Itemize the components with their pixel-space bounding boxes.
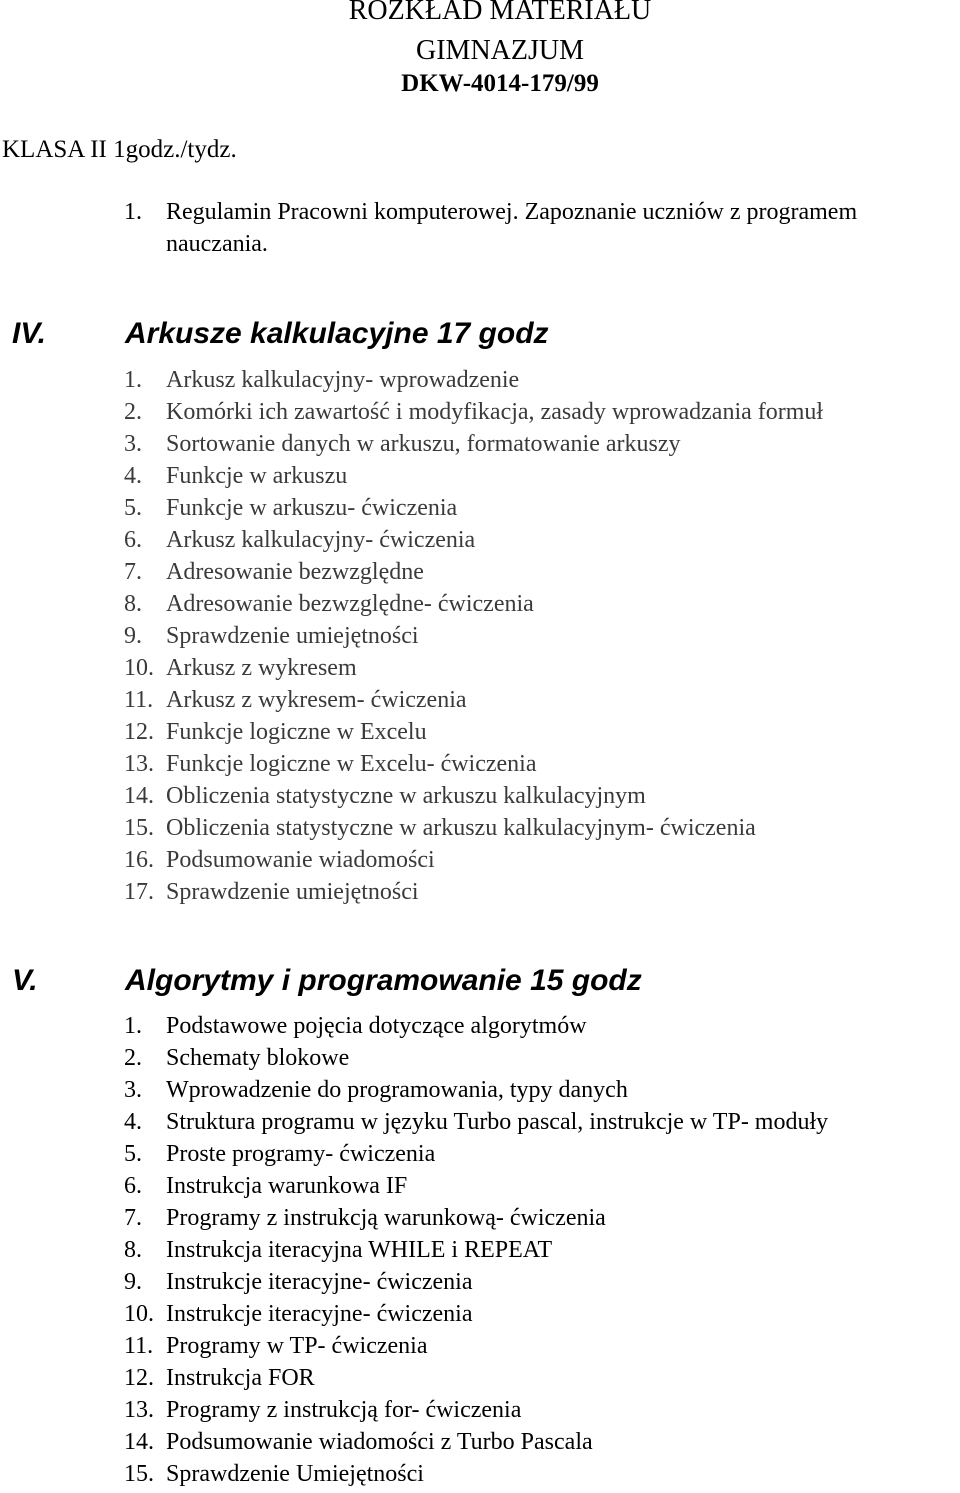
list-item-number: 10. <box>124 1301 154 1327</box>
list-item-number: 5. <box>124 1141 142 1167</box>
list-item <box>124 1074 828 1106</box>
list-item-text: Obliczenia statystyczne w arkuszu kalkulacyjnym- ćwiczenia <box>166 815 756 841</box>
list-item <box>124 684 823 716</box>
list-item-text: Arkusz z wykresem- ćwiczenia <box>166 687 467 713</box>
list-item-number: 12. <box>124 719 154 745</box>
list-item-text: Schematy blokowe <box>166 1045 350 1071</box>
list-item <box>124 1458 828 1490</box>
list-item <box>124 396 823 428</box>
list-item-text: Struktura programu w języku Turbo pascal, instrukcje w TP- moduły <box>166 1109 829 1135</box>
list-item <box>124 492 823 524</box>
list-item-number: 13. <box>124 1397 154 1423</box>
list-item <box>124 1202 828 1234</box>
list-item-number: 4. <box>124 1109 142 1135</box>
list-item-number: 4. <box>124 463 142 489</box>
list-item <box>124 460 823 492</box>
program-code: DKW-4014-179/99 <box>401 70 599 97</box>
list-item-text: Podsumowanie wiadomości z Turbo Pascala <box>166 1429 593 1455</box>
list-item-number: 2. <box>124 1045 142 1071</box>
list-item-number: 17. <box>124 879 154 905</box>
list-item-number: 8. <box>124 1237 142 1263</box>
list-item-number: 7. <box>124 559 142 585</box>
list-item-text: Arkusz z wykresem <box>166 655 357 681</box>
list-item <box>124 716 823 748</box>
list-item <box>124 1426 828 1458</box>
list-item <box>124 1298 828 1330</box>
list-item-text: Funkcje logiczne w Excelu- ćwiczenia <box>166 751 537 777</box>
list-item-number: 15. <box>124 1461 154 1487</box>
school-type: GIMNAZJUM <box>416 35 584 66</box>
section-iv-number: IV. <box>12 317 46 350</box>
list-item-number: 15. <box>124 815 154 841</box>
list-item-number: 6. <box>124 527 142 553</box>
list-item-number: 10. <box>124 655 154 681</box>
list-item <box>124 524 823 556</box>
list-item-text: Instrukcja FOR <box>166 1365 315 1391</box>
section-v-title: Algorytmy i programowanie 15 godz <box>125 964 642 997</box>
list-item-text: Sortowanie danych w arkuszu, formatowanie arkuszy <box>166 431 681 457</box>
list-item-number: 7. <box>124 1205 142 1231</box>
list-item-number: 11. <box>124 1333 154 1359</box>
list-item-number: 5. <box>124 495 142 521</box>
section-v-number: V. <box>12 964 38 997</box>
intro-item <box>124 196 857 260</box>
list-item-text: Funkcje w arkuszu- ćwiczenia <box>166 495 458 521</box>
list-item <box>124 876 823 908</box>
list-item <box>124 1010 828 1042</box>
list-item-text: Podstawowe pojęcia dotyczące algorytmów <box>166 1013 587 1039</box>
list-item-text: Instrukcje iteracyjne- ćwiczenia <box>166 1301 473 1327</box>
list-item <box>124 556 823 588</box>
list-item-number: 14. <box>124 1429 154 1455</box>
list-item <box>124 1106 828 1138</box>
list-item-text: Adresowanie bezwzględne- ćwiczenia <box>166 591 534 617</box>
list-item-number: 1. <box>124 367 142 393</box>
list-item <box>124 1042 828 1074</box>
list-item <box>124 1266 828 1298</box>
list-item-text: Arkusz kalkulacyjny- wprowadzenie <box>166 367 520 393</box>
list-item-text: Programy z instrukcją warunkową- ćwiczenia <box>166 1205 606 1231</box>
list-item-text: Obliczenia statystyczne w arkuszu kalkulacyjnym <box>166 783 646 809</box>
section-iv-title: Arkusze kalkulacyjne 17 godz <box>125 317 549 350</box>
document-title: ROZKŁAD MATERIAŁU <box>348 0 652 26</box>
section-v-list <box>124 1010 828 1490</box>
list-item-text: Programy z instrukcją for- ćwiczenia <box>166 1397 522 1423</box>
list-item <box>124 780 823 812</box>
list-item-text: Instrukcja iteracyjna WHILE i REPEAT <box>166 1237 553 1263</box>
list-item-text: Adresowanie bezwzględne <box>166 559 424 585</box>
intro-line-1: Regulamin Pracowni komputerowej. Zapoznanie uczniów z programem <box>166 199 858 225</box>
list-item-text: Sprawdzenie umiejętności <box>166 879 419 905</box>
list-item-number: 12. <box>124 1365 154 1391</box>
list-item-number: 9. <box>124 1269 142 1295</box>
list-item <box>124 364 823 396</box>
list-item-number: 1. <box>124 1013 142 1039</box>
list-item-text: Wprowadzenie do programowania, typy danych <box>166 1077 628 1103</box>
list-item-text: Podsumowanie wiadomości <box>166 847 435 873</box>
list-item-number: 3. <box>124 431 142 457</box>
list-item-number: 11. <box>124 687 154 713</box>
list-item <box>124 1170 828 1202</box>
list-item-text: Funkcje w arkuszu <box>166 463 348 489</box>
list-item-number: 3. <box>124 1077 142 1103</box>
list-item <box>124 620 823 652</box>
list-item <box>124 1330 828 1362</box>
list-item-text: Programy w TP- ćwiczenia <box>166 1333 428 1359</box>
intro-line-2: nauczania. <box>166 231 268 257</box>
list-item <box>124 812 823 844</box>
list-item-text: Komórki ich zawartość i modyfikacja, zasady wprowadzania formuł <box>166 399 824 425</box>
list-item-text: Instrukcja warunkowa IF <box>166 1173 408 1199</box>
list-item-number: 16. <box>124 847 154 873</box>
list-item <box>124 652 823 684</box>
section-iv-list <box>124 364 823 908</box>
list-item <box>124 1234 828 1266</box>
list-item <box>124 1362 828 1394</box>
list-item-text: Funkcje logiczne w Excelu <box>166 719 427 745</box>
list-item <box>124 428 823 460</box>
list-item-text: Arkusz kalkulacyjny- ćwiczenia <box>166 527 476 553</box>
list-item <box>124 1138 828 1170</box>
list-item <box>124 748 823 780</box>
list-item-text: Sprawdzenie umiejętności <box>166 623 419 649</box>
list-item-number: 14. <box>124 783 154 809</box>
list-item-number: 9. <box>124 623 142 649</box>
list-item-number: 13. <box>124 751 154 777</box>
list-item-number: 6. <box>124 1173 142 1199</box>
list-item-number: 8. <box>124 591 142 617</box>
list-item-text: Instrukcje iteracyjne- ćwiczenia <box>166 1269 473 1295</box>
list-item-text: Sprawdzenie Umiejętności <box>166 1461 424 1487</box>
class-label: KLASA II 1godz./tydz. <box>2 136 237 163</box>
intro-number: 1. <box>124 199 142 225</box>
list-item <box>124 588 823 620</box>
list-item <box>124 1394 828 1426</box>
list-item-text: Proste programy- ćwiczenia <box>166 1141 436 1167</box>
list-item <box>124 844 823 876</box>
list-item-number: 2. <box>124 399 142 425</box>
